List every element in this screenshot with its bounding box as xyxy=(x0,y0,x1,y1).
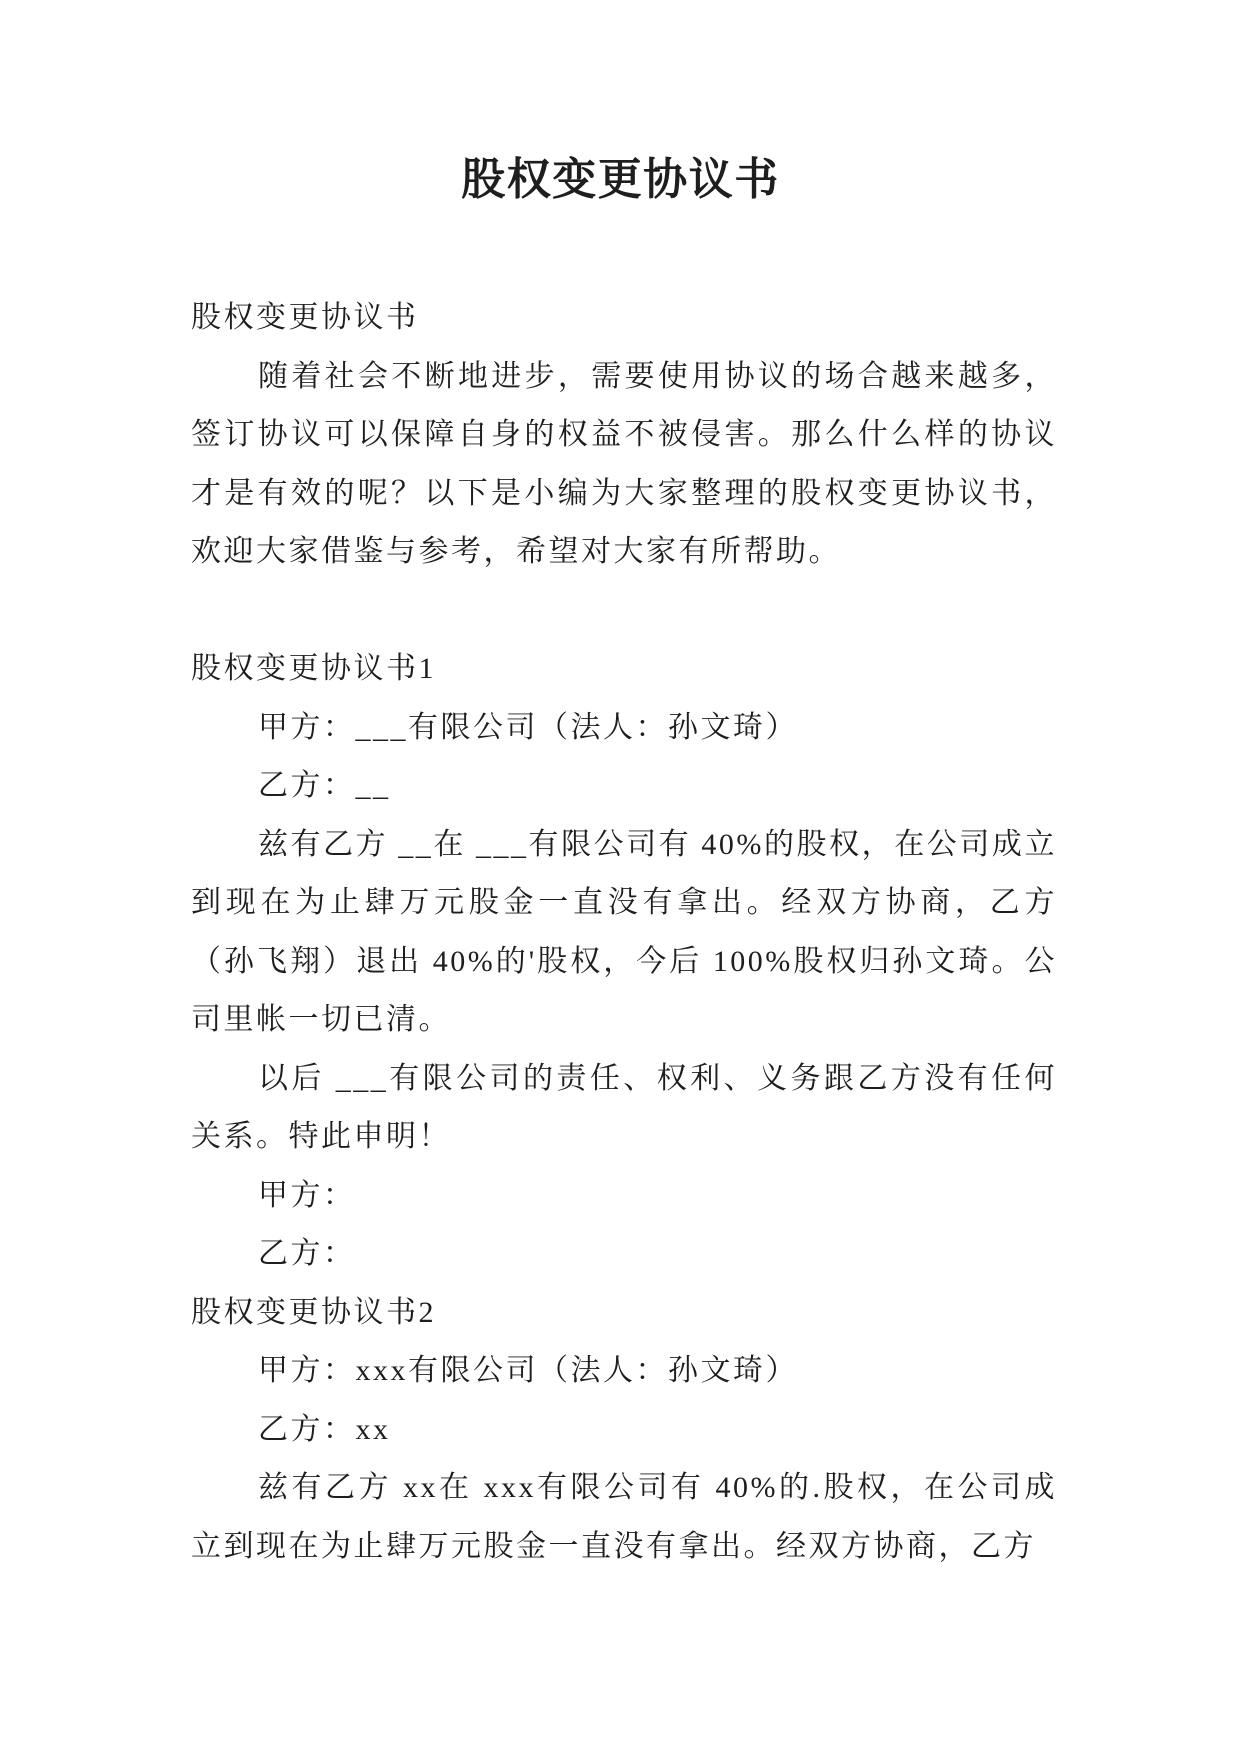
paragraph xyxy=(191,1225,1057,1284)
paragraph xyxy=(191,757,1057,816)
text-line: 签订协议可以保障自身的权益不被侵害。那么什么样的协议 xyxy=(191,418,1057,451)
text-line: 立到现在为止肆万元股金一直没有拿出。经双方协商，乙方 xyxy=(191,1529,1036,1563)
text-line: （孙飞翔）退出 40%的'股权，今后 100%股权归孙文琦。公 xyxy=(191,944,1057,978)
text-line: 乙方：xx xyxy=(258,1412,391,1446)
paragraph xyxy=(191,1401,1057,1460)
text-line: 关系。特此申明！ xyxy=(191,1120,451,1153)
text-line: 股权变更协议书2 xyxy=(191,1295,436,1329)
paragraph xyxy=(191,1050,1057,1167)
section-heading xyxy=(191,289,1057,348)
text-line: 甲方：xxx有限公司（法人：孙文琦） xyxy=(258,1354,798,1387)
text-line: 乙方： xyxy=(258,1237,356,1270)
text-line: 兹有乙方 xx在 xxx有限公司有 40%的.股权，在公司成 xyxy=(258,1471,1057,1504)
paragraph xyxy=(191,816,1057,1050)
paragraph xyxy=(191,699,1057,758)
section-heading xyxy=(191,1284,1057,1343)
paragraph xyxy=(191,1167,1057,1226)
paragraph xyxy=(191,1342,1057,1401)
text-line: 以后 ___有限公司的责任、权利、义务跟乙方没有任何 xyxy=(258,1061,1057,1095)
section-heading xyxy=(191,640,1057,699)
text-line: 甲方：___有限公司（法人：孙文琦） xyxy=(258,710,798,744)
paragraph xyxy=(191,348,1057,582)
text-line: 乙方：__ xyxy=(258,769,391,802)
text-line: 兹有乙方 __在 ___有限公司有 40%的股权，在公司成立 xyxy=(258,827,1057,861)
paragraph xyxy=(191,1459,1057,1576)
text-line: 随着社会不断地进步，需要使用协议的场合越来越多， xyxy=(258,359,1057,393)
text-line: 股权变更协议书 xyxy=(191,301,419,334)
text-line: 到现在为止肆万元股金一直没有拿出。经双方协商，乙方 xyxy=(191,886,1057,919)
blank-line xyxy=(191,582,1057,641)
text-line: 欢迎大家借鉴与参考，希望对大家有所帮助。 xyxy=(191,535,841,568)
text-line: 司里帐一切已清。 xyxy=(191,1003,451,1036)
document-title: 股权变更协议书 xyxy=(461,154,780,205)
document-body xyxy=(191,289,1057,1576)
text-line: 才是有效的呢？以下是小编为大家整理的股权变更协议书， xyxy=(191,476,1057,510)
text-line: 甲方： xyxy=(258,1178,356,1212)
text-line: 股权变更协议书1 xyxy=(191,652,436,685)
